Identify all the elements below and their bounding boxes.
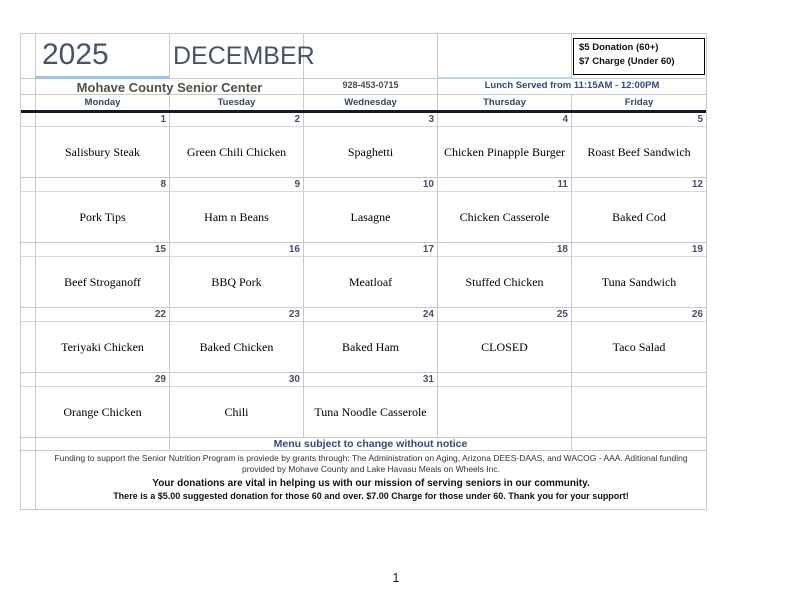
left-spacer (21, 34, 36, 79)
date-cell (304, 308, 438, 322)
meal-cell (438, 257, 572, 307)
left-spacer (21, 178, 36, 192)
title-blank-cell (304, 34, 438, 79)
meal-cell (572, 192, 706, 242)
donation-note-line1: $5 Donation (60+) (579, 42, 659, 53)
day-header-row (21, 95, 706, 113)
meal-label: Chicken Pinapple Burger (443, 144, 566, 159)
meal-label: Salisbury Steak (65, 144, 140, 159)
year-label: 2025 (36, 34, 170, 79)
week5-meal-row (21, 387, 706, 438)
meal-label: Ham n Beans (204, 209, 269, 224)
date-cell (36, 178, 170, 192)
meal-label: Orange Chicken (63, 404, 142, 419)
page-number: 1 (392, 571, 400, 585)
meal-cell (36, 387, 170, 437)
date-cell (438, 243, 572, 257)
left-spacer (21, 95, 36, 110)
date-number: 15 (154, 244, 166, 255)
day-header-wednesday: Wednesday (304, 95, 438, 110)
left-spacer (21, 79, 36, 96)
date-number: 19 (691, 244, 703, 255)
meal-cell (304, 257, 438, 307)
meal-cell (304, 127, 438, 177)
meal-cell (438, 322, 572, 372)
left-spacer (21, 322, 36, 372)
date-number: 29 (154, 374, 166, 385)
change-notice: Menu subject to change without notice (170, 438, 572, 451)
date-cell (572, 243, 706, 257)
meal-label: Tuna Noodle Casserole (314, 404, 427, 419)
title-blank-cell-underlined (438, 34, 572, 79)
left-spacer (21, 387, 36, 437)
meal-cell (304, 387, 438, 437)
week5-date-row (21, 373, 706, 387)
date-number: 9 (294, 179, 300, 190)
date-cell (170, 373, 304, 387)
meal-cell (572, 322, 706, 372)
date-cell (438, 373, 572, 387)
left-spacer (21, 192, 36, 242)
center-name: Mohave County Senior Center (36, 79, 304, 96)
date-number: 1 (160, 114, 166, 125)
meal-cell (438, 192, 572, 242)
meal-cell (170, 192, 304, 242)
date-number: 8 (160, 179, 166, 190)
date-cell (170, 113, 304, 127)
meal-label: Baked Chicken (199, 339, 274, 354)
week4-date-row (21, 308, 706, 322)
date-number: 16 (288, 244, 300, 255)
date-number: 5 (697, 114, 703, 125)
phone-number: 928-453-0715 (304, 79, 438, 96)
date-cell (36, 308, 170, 322)
meal-cell (438, 387, 572, 437)
meal-label: Roast Beef Sandwich (587, 144, 691, 159)
meal-label: CLOSED (481, 339, 528, 354)
day-header-friday: Friday (624, 97, 654, 108)
donation-note-cell (572, 34, 706, 79)
date-cell (170, 243, 304, 257)
date-number: 22 (154, 309, 166, 320)
day-header-tuesday: Tuesday (170, 95, 304, 110)
date-cell (36, 373, 170, 387)
meal-label: Baked Ham (342, 339, 399, 354)
date-number: 10 (422, 179, 434, 190)
donation-note-box (573, 38, 705, 75)
meal-label: Taco Salad (612, 339, 666, 354)
date-number: 4 (562, 114, 568, 125)
left-spacer (21, 127, 36, 177)
week4-meal-row (21, 322, 706, 373)
lunch-hours: Lunch Served from 11:15AM - 12:00PM (484, 80, 660, 91)
left-spacer (21, 373, 36, 387)
date-number: 17 (422, 244, 434, 255)
date-number: 11 (557, 179, 568, 190)
date-cell (572, 113, 706, 127)
date-number: 12 (691, 179, 703, 190)
left-spacer (21, 113, 36, 127)
meal-label: Chicken Casserole (459, 209, 550, 224)
left-spacer (21, 308, 36, 322)
footer-text-cell (36, 451, 706, 509)
meal-cell (170, 257, 304, 307)
date-number: 30 (288, 374, 300, 385)
meal-label: Teriyaki Chicken (61, 339, 144, 354)
left-spacer (21, 243, 36, 257)
notice-blank-cell (572, 438, 706, 451)
meal-cell (572, 387, 706, 437)
meal-cell (36, 192, 170, 242)
date-cell (304, 373, 438, 387)
meal-label: Spaghetti (347, 144, 394, 159)
title-row (21, 34, 706, 79)
left-spacer (21, 451, 36, 509)
subtitle-row (21, 79, 706, 95)
meal-cell (438, 127, 572, 177)
meal-cell (170, 127, 304, 177)
left-spacer (21, 257, 36, 307)
date-cell (572, 373, 706, 387)
meal-cell (170, 387, 304, 437)
date-cell (572, 308, 706, 322)
date-number: 25 (556, 309, 568, 320)
day-header-monday: Monday (36, 95, 170, 110)
meal-label: Lasagne (350, 209, 391, 224)
meal-cell (304, 322, 438, 372)
meal-label: Stuffed Chicken (465, 274, 544, 289)
week1-meal-row (21, 127, 706, 178)
left-spacer (21, 438, 36, 451)
date-cell (438, 113, 572, 127)
date-cell (170, 178, 304, 192)
meal-cell (572, 257, 706, 307)
week2-meal-row (21, 192, 706, 243)
date-cell (36, 243, 170, 257)
funding-statement: Funding to support the Senior Nutrition Program is proviede by grants through: The Administration on Aging, Arizona DEES-DAAS, and WACOG - AAA. Aditional funding provided by Mohave County and Lake Havasu Meals on Wheels Inc. (54, 453, 688, 474)
meal-cell (36, 257, 170, 307)
meal-label: Chili (224, 404, 249, 419)
donations-message: Your donations are vital in helping us with our mission of serving seniors in our community. (152, 478, 590, 489)
date-number: 18 (556, 244, 568, 255)
notice-blank-cell (36, 438, 170, 451)
date-cell (304, 178, 438, 192)
date-cell (438, 178, 572, 192)
meal-cell (304, 192, 438, 242)
week2-date-row (21, 178, 706, 192)
date-cell (438, 308, 572, 322)
date-number: 31 (422, 374, 434, 385)
meal-cell (36, 127, 170, 177)
donation-note-line2: $7 Charge (Under 60) (579, 56, 675, 68)
date-number: 3 (428, 114, 434, 125)
meal-label: Pork Tips (79, 209, 126, 224)
date-number: 24 (422, 309, 434, 320)
month-label: DECEMBER (170, 34, 304, 79)
date-number: 2 (294, 114, 300, 125)
week1-date-row (21, 113, 706, 127)
meal-label: Green Chili Chicken (186, 144, 287, 159)
meal-cell (170, 322, 304, 372)
week3-date-row (21, 243, 706, 257)
meal-label: BBQ Pork (211, 274, 262, 289)
day-header-thursday: Thursday (438, 95, 572, 110)
date-cell (36, 113, 170, 127)
meal-label: Beef Stroganoff (64, 274, 141, 289)
date-number: 23 (288, 309, 300, 320)
meal-cell (572, 127, 706, 177)
menu-calendar-sheet (20, 33, 707, 510)
meal-label: Meatloaf (348, 274, 393, 289)
week3-meal-row (21, 257, 706, 308)
meal-label: Tuna Sandwich (601, 274, 677, 289)
date-cell (572, 178, 706, 192)
meal-label: Baked Cod (612, 209, 666, 224)
notice-row (21, 438, 706, 451)
date-cell (304, 243, 438, 257)
date-number: 26 (691, 309, 703, 320)
footer-block (21, 451, 706, 509)
date-cell (304, 113, 438, 127)
meal-cell (36, 322, 170, 372)
charge-message: There is a $5.00 suggested donation for those 60 and over. $7.00 Charge for those under 60. Thank you for your support! (113, 491, 629, 501)
date-cell (170, 308, 304, 322)
